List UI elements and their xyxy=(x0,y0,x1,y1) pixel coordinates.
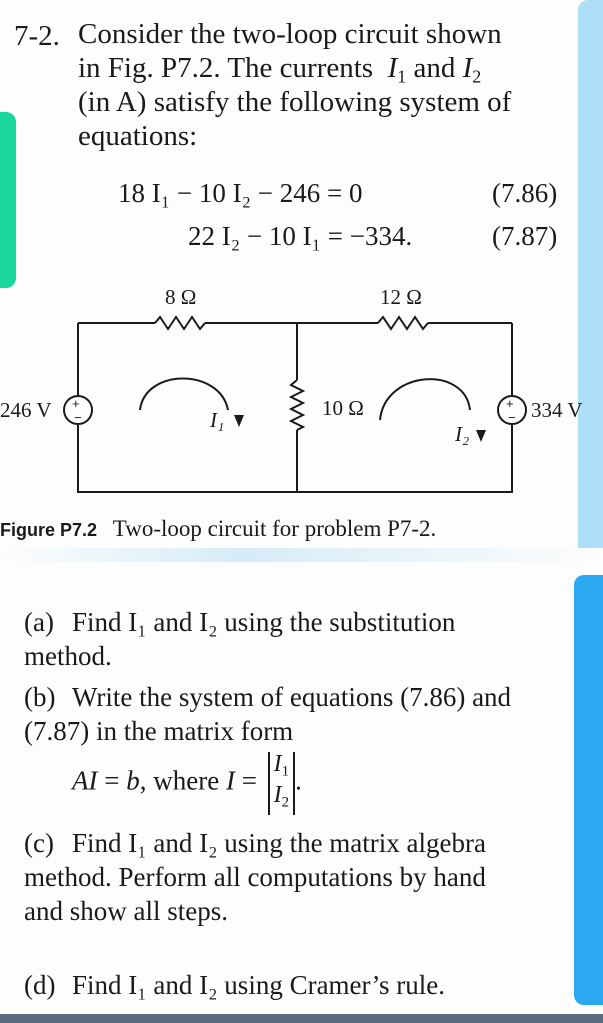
loop-current-1-label: I₁ xyxy=(210,408,225,432)
source-246-label: 246 V xyxy=(0,398,52,422)
part-a xyxy=(24,605,524,673)
figure-label: Figure P7.2 xyxy=(0,520,98,540)
equation-1: 18 I₁ − 10 I₂ − 246 = 0 xyxy=(118,178,363,208)
currents-symbols: $I_1$ and $I_2$ xyxy=(387,52,482,87)
part-c-label: (c) xyxy=(24,828,54,858)
part-a-text: Find I₁ and I₂ using the substitution method. xyxy=(24,607,456,671)
problem-number: 7-2. xyxy=(14,20,60,52)
part-c xyxy=(24,826,524,928)
equation-2-tag: (7.87) xyxy=(492,221,558,251)
loop-arrow-2 xyxy=(380,379,470,420)
problem-line-1: Consider the two-loop circuit shown xyxy=(78,18,502,50)
svg-text:−: − xyxy=(508,410,516,425)
resistor-12-zigzag xyxy=(378,317,428,329)
problem-line-2-text: in Fig. P7.2. The currents xyxy=(78,52,374,84)
svg-text:−: − xyxy=(74,410,82,425)
part-d-text: Find I₁ and I₂ using Cramer’s rule. xyxy=(72,970,446,1000)
resistor-8-zigzag xyxy=(155,317,205,329)
problem-line-4: equations: xyxy=(78,120,198,152)
current-vector: $I_1$ $I_2$ xyxy=(268,752,295,815)
matrix-form: AI = b, where $I = I_1$ $I_2$. xyxy=(72,752,302,815)
part-d-label: (d) xyxy=(24,970,56,1000)
circuit-diagram xyxy=(0,270,603,500)
highlight-mark-green xyxy=(0,112,16,288)
resistor-12-label: 12 Ω xyxy=(380,285,422,309)
svg-text:+: + xyxy=(506,396,514,411)
resistor-10-zigzag xyxy=(291,380,303,430)
problem-line-3: (in A) satisfy the following system of xyxy=(78,86,512,118)
part-d xyxy=(24,968,524,1002)
source-334-label: 334 V xyxy=(531,398,583,422)
figure-caption xyxy=(0,516,436,542)
part-b-label: (b) xyxy=(24,682,56,712)
part-b-text: Write the system of equations (7.86) and (7.87) in the matrix form xyxy=(24,682,512,746)
resistor-10-label: 10 Ω xyxy=(322,396,364,420)
svg-text:+: + xyxy=(72,396,80,411)
figure-caption-text: Two-loop circuit for problem P7-2. xyxy=(112,516,437,541)
i2-arrow xyxy=(476,430,486,442)
highlight-swoosh xyxy=(0,548,603,562)
bottom-bar xyxy=(0,1014,603,1023)
part-b xyxy=(24,680,524,748)
i1-arrow xyxy=(234,415,244,427)
highlight-mark-blue-bottom xyxy=(574,575,603,1005)
part-a-label: (a) xyxy=(24,607,54,637)
equation-1-tag: (7.86) xyxy=(492,178,558,208)
loop-current-2-label: I₂ xyxy=(455,422,470,446)
resistor-8-label: 8 Ω xyxy=(165,285,197,309)
equation-2: 22 I₂ − 10 I₁ = −334. xyxy=(188,221,413,251)
part-c-text: Find I₁ and I₂ using the matrix algebra method. Perform all computations by hand and show all steps. xyxy=(24,828,486,926)
loop-arrow-1 xyxy=(140,379,228,411)
